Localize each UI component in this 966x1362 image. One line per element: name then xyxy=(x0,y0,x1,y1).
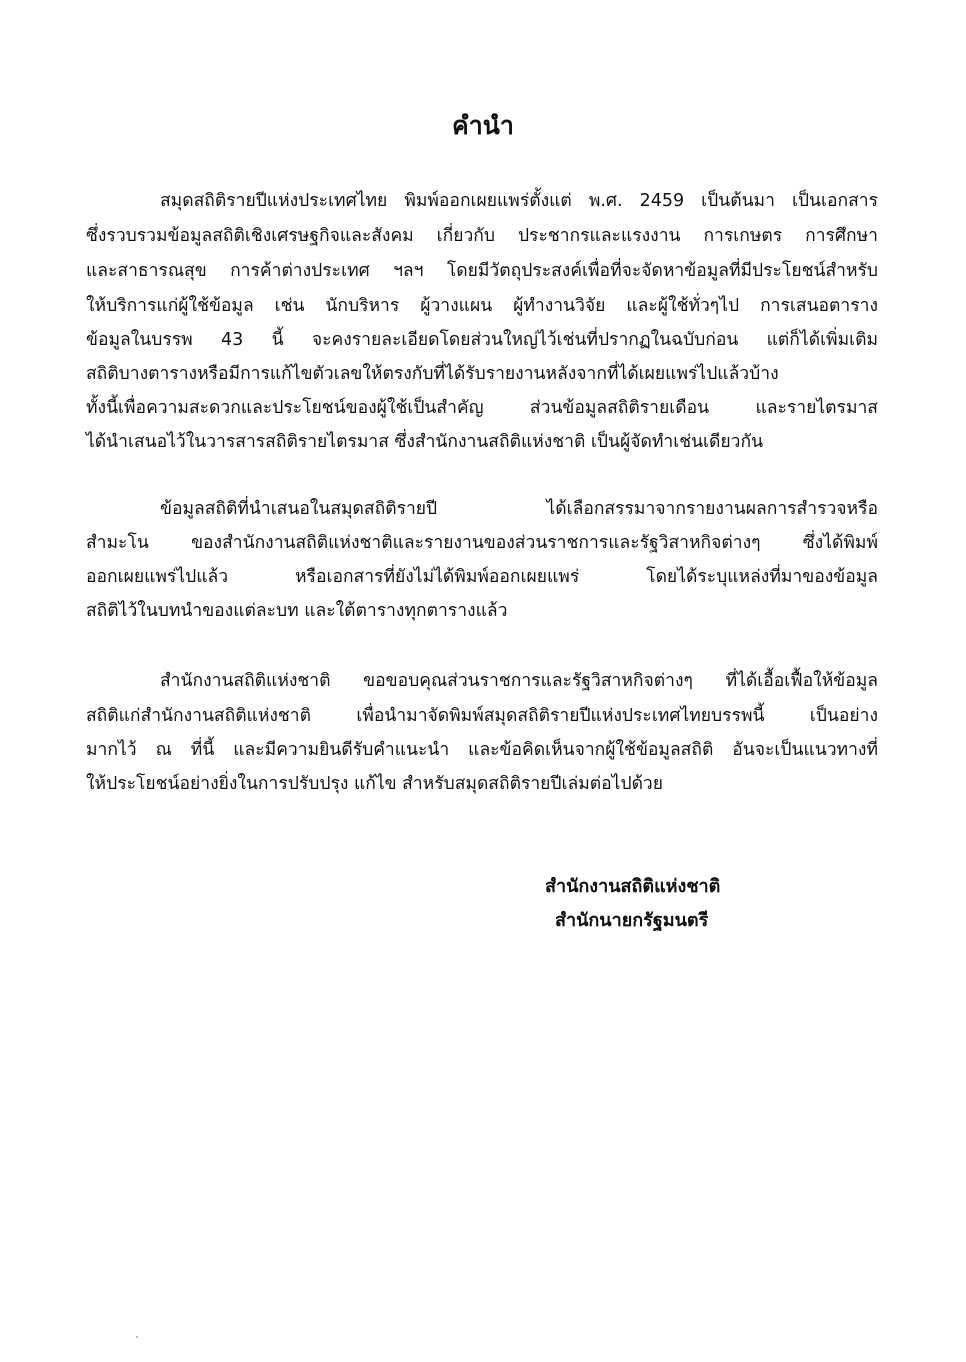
paragraph-line: สถิติไว้ในบทนำของแต่ละบท และใต้ตารางทุกตารางแล้ว xyxy=(86,601,508,621)
page-title: คำนำ xyxy=(452,111,514,140)
paragraph-line: สมุดสถิติรายปีแห่งประเทศไทย พิมพ์ออกเผยแพร่ตั้งแต่ พ.ศ. 2459 เป็นต้นมา เป็นเอกสาร xyxy=(160,191,878,211)
paragraph-line: สถิติแก่สำนักงานสถิติแห่งชาติ เพื่อนำมาจัดพิมพ์สมุดสถิติรายปีแห่งประเทศไทยบรรพนี้ เป็นอย่าง xyxy=(86,706,878,726)
paragraph-line: ทั้งนี้เพื่อความสะดวกและประโยชน์ของผู้ใช้เป็นสำคัญ ส่วนข้อมูลสถิติรายเดือน และรายไตรมาส xyxy=(86,398,878,418)
paragraph-line: ซึ่งรวบรวมข้อมูลสถิติเชิงเศรษฐกิจและสังคม เกี่ยวกับ ประชากรและแรงงาน การเกษตร การศึกษา xyxy=(86,226,878,246)
paragraph-line: ได้นำเสนอไว้ในวารสารสถิติรายไตรมาส ซึ่งสำนักงานสถิติแห่งชาติ เป็นผู้จัดทำเช่นเดียวกัน xyxy=(86,432,764,452)
paragraph-line: และสาธารณสุข การค้าต่างประเทศ ฯลฯ โดยมีวัตถุประสงค์เพื่อที่จะจัดหาข้อมูลที่มีประโยชน์สำหรับ xyxy=(86,261,878,281)
paragraph-line: ให้ประโยชน์อย่างยิ่งในการปรับปรุง แก้ไข สำหรับสมุดสถิติรายปีเล่มต่อไปด้วย xyxy=(86,774,664,794)
paragraph-line: สำมะโน ของสำนักงานสถิติแห่งชาติและรายงานของส่วนราชการและรัฐวิสาหกิจต่างๆ ซึ่งได้พิมพ์ xyxy=(86,533,878,553)
paragraph-line: ข้อมูลในบรรพ 43 นี้ จะคงรายละเอียดโดยส่วนใหญ่ไว้เช่นที่ปรากฏในฉบับก่อน แต่ก็ได้เพิ่มเติม xyxy=(86,330,878,350)
scan-speck xyxy=(136,1336,138,1338)
paragraph-line: ให้บริการแก่ผู้ใช้ข้อมูล เช่น นักบริหาร ผู้วางแผน ผู้ทำงานวิจัย และผู้ใช้ทั่วๆไป การเสนอตาราง xyxy=(86,296,878,316)
paragraph-line: สำนักงานสถิติแห่งชาติ ขอขอบคุณส่วนราชการและรัฐวิสาหกิจต่างๆ ที่ได้เอื้อเฟื้อให้ข้อมูล xyxy=(160,671,878,691)
signature-ministry: สำนักนายกรัฐมนตรี xyxy=(555,910,709,931)
paragraph-line: ข้อมูลสถิติที่นำเสนอในสมุดสถิติรายปี ได้เลือกสรรมาจากรายงานผลการสำรวจหรือ xyxy=(160,499,878,519)
paragraph-line: สถิติบางตารางหรือมีการแก้ไขตัวเลขให้ตรงกับที่ได้รับรายงานหลังจากที่ได้เผยแพร่ไปแล้วบ้าง xyxy=(86,364,779,384)
signature-office: สำนักงานสถิติแห่งชาติ xyxy=(545,876,721,897)
paragraph-line: ออกเผยแพร่ไปแล้ว หรือเอกสารที่ยังไม่ได้พิมพ์ออกเผยแพร่ โดยได้ระบุแหล่งที่มาของข้อมูล xyxy=(86,567,878,587)
paragraph-line: มากไว้ ณ ที่นี้ และมีความยินดีรับคำแนะนำ และข้อคิดเห็นจากผู้ใช้ข้อมูลสถิติ อันจะเป็นแนวทางที่ xyxy=(86,740,878,760)
